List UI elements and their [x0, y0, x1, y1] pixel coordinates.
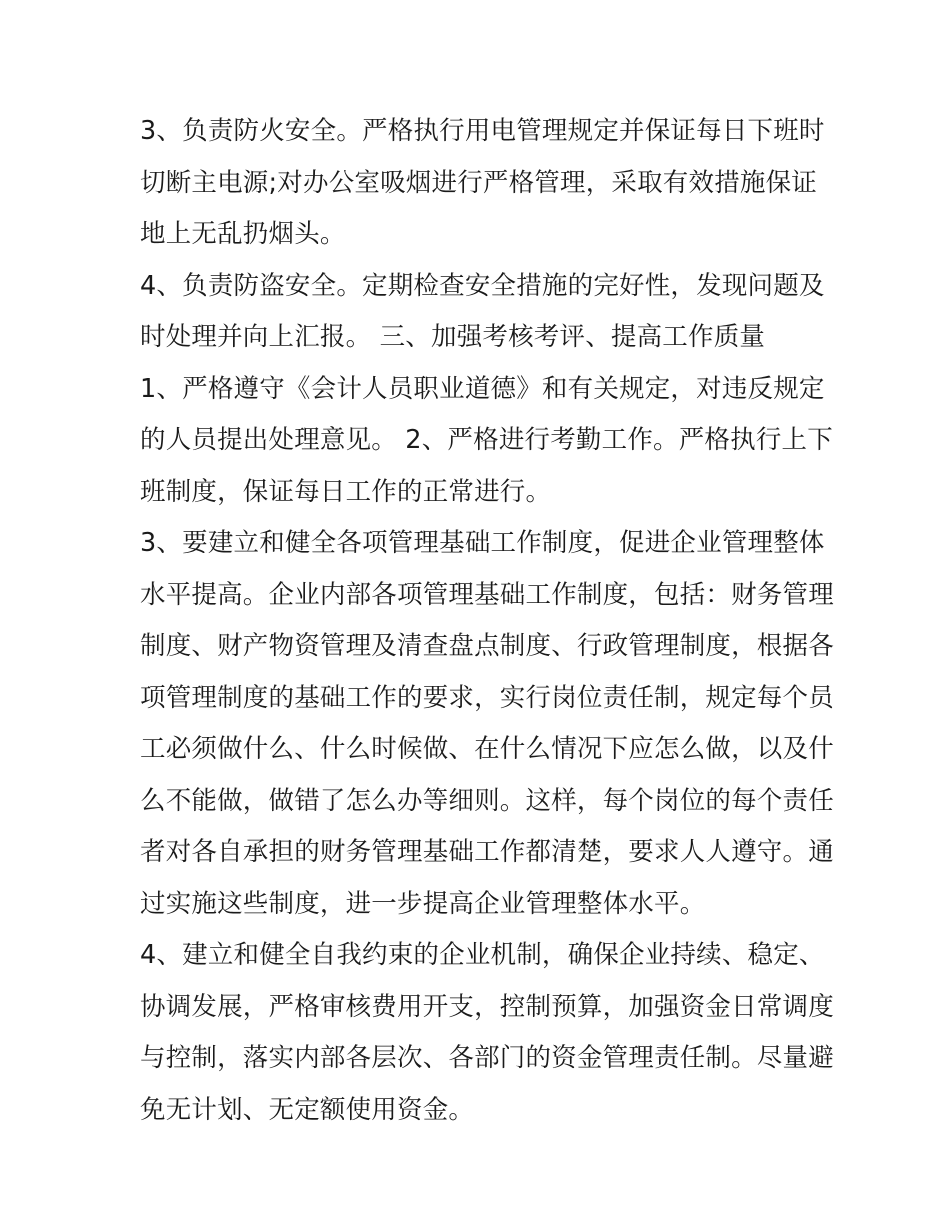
- text-line: 项管理制度的基础工作的要求，实行岗位责任制，规定每个员: [140, 682, 834, 713]
- text-line: 过实施这些制度，进一步提高企业管理整体水平。: [140, 888, 706, 919]
- text-line: 的人员提出处理意见。 2、严格进行考勤工作。严格执行上下: [140, 425, 833, 455]
- text-line: 者对各自承担的财务管理基础工作都清楚，要求人人遵守。通: [140, 837, 834, 867]
- text-line: 班制度，保证每日工作的正常进行。: [140, 476, 552, 507]
- text-line: 水平提高。企业内部各项管理基础工作制度，包括：财务管理: [140, 579, 834, 610]
- document-body: [140, 106, 834, 1136]
- text-line: 地上无乱扔烟头。: [140, 219, 346, 249]
- text-line: 4、建立和健全自我约束的企业机制，确保企业持续、稳定、: [140, 940, 825, 970]
- text-line: 工必须做什么、什么时候做、在什么情况下应怎么做，以及什: [140, 734, 834, 764]
- text-line: 3、负责防火安全。严格执行用电管理规定并保证每日下班时: [140, 116, 825, 146]
- text-line: 么不能做，做错了怎么办等细则。这样，每个岗位的每个责任: [140, 785, 834, 816]
- text-line: 切断主电源;对办公室吸烟进行严格管理，采取有效措施保证: [140, 167, 817, 198]
- text-line: 协调发展，严格审核费用开支，控制预算，加强资金日常调度: [140, 991, 834, 1022]
- text-line: 时处理并向上汇报。 三、加强考核考评、提高工作质量: [140, 322, 766, 352]
- text-line: 4、负责防盗安全。定期检查安全措施的完好性，发现问题及: [140, 270, 825, 301]
- text-line: 3、要建立和健全各项管理基础工作制度，促进企业管理整体: [140, 528, 825, 558]
- text-line: 免无计划、无定额使用资金。: [140, 1094, 475, 1125]
- text-line: 制度、财产物资管理及清查盘点制度、行政管理制度，根据各: [140, 631, 834, 661]
- text-line: 1、严格遵守《会计人员职业道德》和有关规定，对违反规定: [140, 373, 825, 404]
- text-line: 与控制，落实内部各层次、各部门的资金管理责任制。尽量避: [140, 1043, 834, 1073]
